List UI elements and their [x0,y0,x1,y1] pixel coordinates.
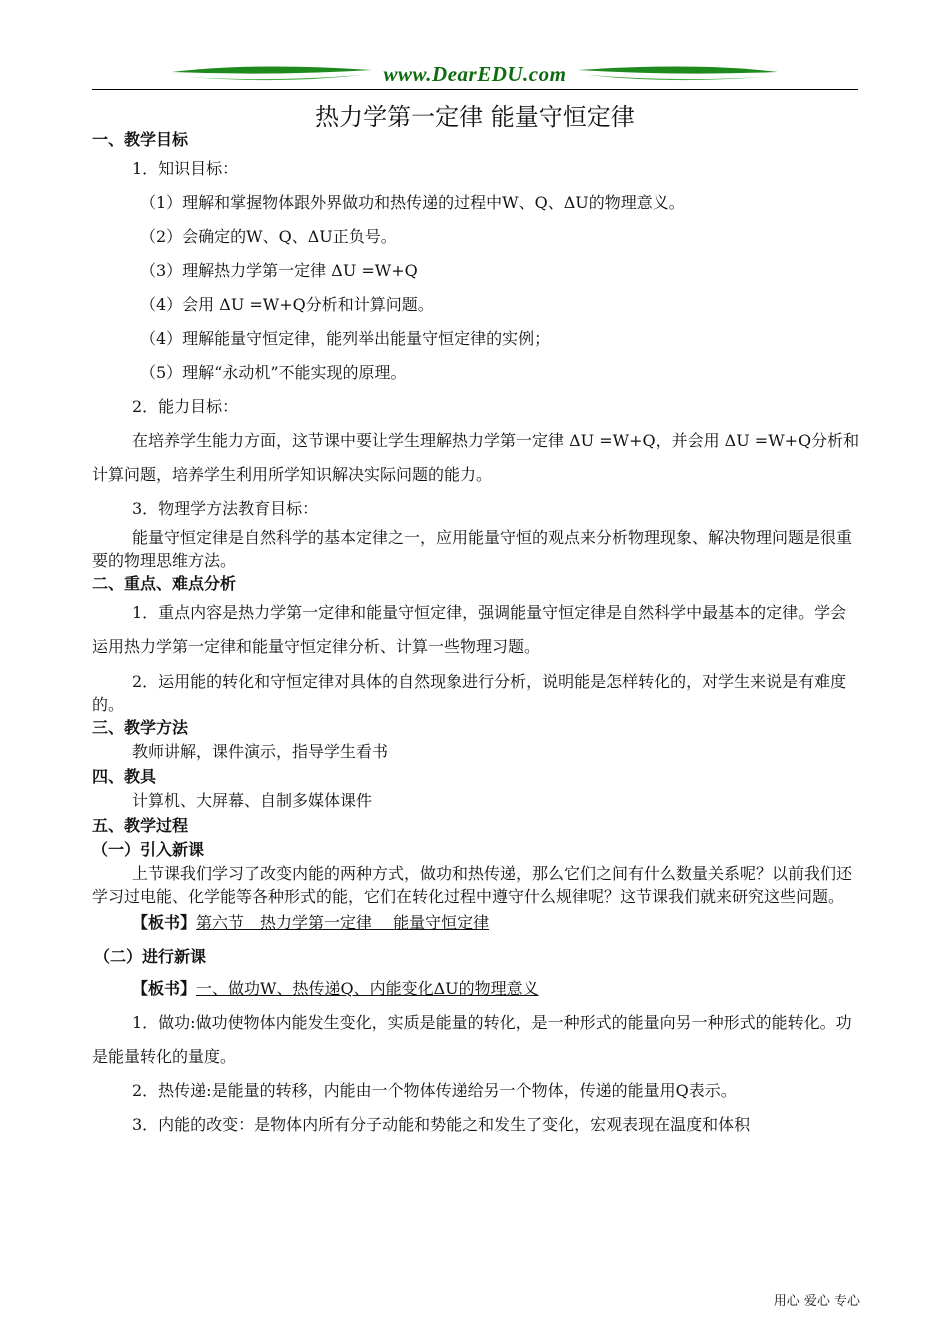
numbered-point-heat: 2．热传递:是能量的转移，内能由一个物体传递给另一个物体，传递的能量用Q表示。 [132,1081,737,1100]
board-note-2 [92,972,862,1006]
intro-text: 上节课我们学习了改变内能的两种方式，做功和热传递，那么它们之间有什么数量关系呢？以前我们还学习过电能、化学能等各种形式的能，它们在转化过程中遵守什么规律呢？这节课我们就来研究这些问题。 [92,864,853,906]
section-heading-process: 五、教学过程 [92,816,189,835]
section-heading-objectives: 一、教学目标 [92,130,189,149]
key-point-2: 2．运用能的转化和守恒定律对具体的自然现象进行分析，说明能是怎样转化的，对学生来说是有难度的。 [92,672,847,714]
knowledge-item: （2）会确定的W、Q、ΔU正负号。 [140,227,397,246]
board-text-1: 第六节 热力学第一定律 能量守恒定律 [196,913,490,932]
section-heading-methods: 三、教学方法 [92,718,189,737]
header-rule [92,89,858,90]
board-note-1 [92,908,862,938]
numbered-point-work: 1．做功:做功使物体内能发生变化，实质是能量的转化，是一种形式的能量向另一种形式的能转化。功是能量转化的量度。 [92,1013,852,1066]
knowledge-item: （3）理解热力学第一定律 ΔU =W+Q [140,261,418,280]
knowledge-item: （4）理解能量守恒定律，能列举出能量守恒定律的实例； [140,329,551,348]
numbered-point-internal-energy: 3．内能的改变：是物体内所有分子动能和势能之和发生了变化，宏观表现在温度和体积 [132,1115,751,1134]
knowledge-item: （5）理解“永动机”不能实现的原理。 [140,363,407,382]
key-point-1: 1．重点内容是热力学第一定律和能量守恒定律，强调能量守恒定律是自然科学中最基本的定律。学会运用热力学第一定律和能量守恒定律分析、计算一些物理习题。 [92,603,847,656]
site-logo-text[interactable]: www.DearEDU.com [383,62,567,86]
methods-text: 教师讲解，课件演示，指导学生看书 [132,742,389,761]
page-footer: 用心 爱心 专心 [773,1294,860,1309]
ability-goal-title: 2．能力目标： [132,397,239,416]
page-title: 热力学第一定律 能量守恒定律 [315,103,635,131]
board-text-2: 一、做功W、热传递Q、内能变化ΔU的物理意义 [196,979,539,998]
knowledge-item: （4）会用 ΔU =W+Q分析和计算问题。 [140,295,434,314]
section-heading-key-points: 二、重点、难点分析 [92,574,237,593]
method-goal-title: 3．物理学方法教育目标： [132,499,319,518]
board-label: 【板书】 [132,979,197,998]
ability-goal-text: 在培养学生能力方面，这节课中要让学生理解热力学第一定律 ΔU =W+Q，并会用 ΔU =W+Q分析和计算问题，培养学生利用所学知识解决实际问题的能力。 [92,431,860,484]
tools-text: 计算机、大屏幕、自制多媒体课件 [132,791,373,810]
subsection-intro: （一）引入新课 [92,840,205,859]
section-heading-tools: 四、教具 [92,767,157,786]
knowledge-item: （1）理解和掌握物体跟外界做功和热传递的过程中W、Q、ΔU的物理意义。 [140,193,685,212]
document-body [92,128,862,1142]
site-header-banner [92,60,858,92]
board-label: 【板书】 [132,913,197,932]
method-goal-text: 能量守恒定律是自然科学的基本定律之一，应用能量守恒的观点来分析物理现象、解决物理问题是很重要的物理思维方法。 [92,528,853,570]
subsection-new-lesson: （二）进行新课 [94,947,207,966]
knowledge-goal-title: 1．知识目标： [132,159,239,178]
